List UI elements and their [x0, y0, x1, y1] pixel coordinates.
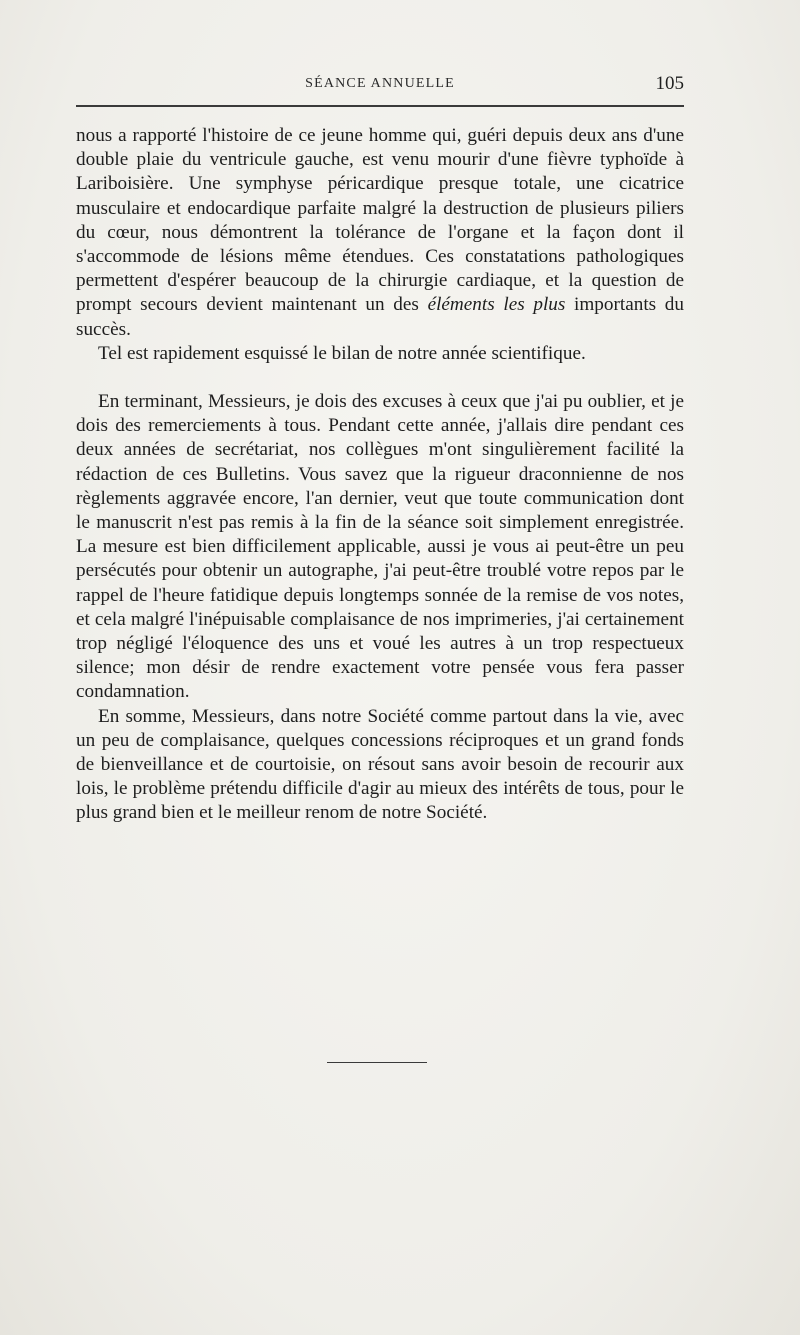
page-number: 105	[655, 73, 684, 94]
end-rule	[327, 1062, 427, 1063]
paragraph-continuation	[76, 124, 684, 342]
body-text	[76, 124, 684, 826]
running-head-title: SÉANCE ANNUELLE	[305, 76, 455, 91]
paragraph-summary: Tel est rapidement esquissé le bilan de notre année scientifique.	[98, 342, 586, 364]
header-rule	[76, 105, 684, 107]
paragraph-conclusion: En somme, Messieurs, dans notre Société comme partout dans la vie, avec un peu de complaisance, quelques concessions réciproques et un grand fonds de bienveillance et de courtoisie, on résout sans avoir besoin de recourir aux lois, le problème prétendu difficile d'agir au mieux des intérêts de tous, pour le plus grand bien et le meilleur renom de notre Société.	[76, 705, 684, 824]
paragraph-closing-thanks: En terminant, Messieurs, je dois des excuses à ceux que j'ai pu oublier, et je dois des remerciements à tous. Pendant cette année, j'allais dire pendant ces deux années de secrétariat, nos collègues m'ont singulièrement facilité la rédaction de ces Bulletins. Vous savez que la rigueur draconnienne de nos règlements aggravée encore, l'an dernier, veut que toute communication dont le manuscrit n'est pas remis à la fin de la séance soit simplement enregistrée. La mesure est bien difficilement applicable, aussi je vous ai peut-être un peu persécutés pour obtenir un autographe, j'ai peut-être troublé votre repos par le rappel de l'heure fatidique depuis longtemps sonnée de la remise de vos notes, et cela malgré l'inépuisable complaisance de nos imprimeries, j'ai certainement trop négligé l'éloquence des uns et voué les autres à un trop respectueux silence; mon désir de rendre exactement votre pensée vous fera passer condamnation.	[76, 391, 684, 703]
running-head	[76, 73, 684, 96]
paragraph-text-end: importants du succès.	[76, 294, 684, 340]
italic-phrase: éléments les plus	[427, 294, 566, 316]
paragraph-text: nous a rapporté l'histoire de ce jeune homme qui, guéri depuis deux ans d'une double plaie du ventricule gauche, est venu mourir d'une fièvre typhoïde à Lariboisière. Une symphyse péricardique presque totale, une cicatrice musculaire et endocardique parfaite malgré la destruction de plusieurs piliers du cœur, nous démontrent la tolérance de l'organe et la façon dont il s'accommode de lésions même étendues. Ces constatations pathologiques permettent d'espérer beaucoup de la chirurgie cardiaque, et la question de prompt secours devient maintenant un des	[76, 125, 684, 316]
